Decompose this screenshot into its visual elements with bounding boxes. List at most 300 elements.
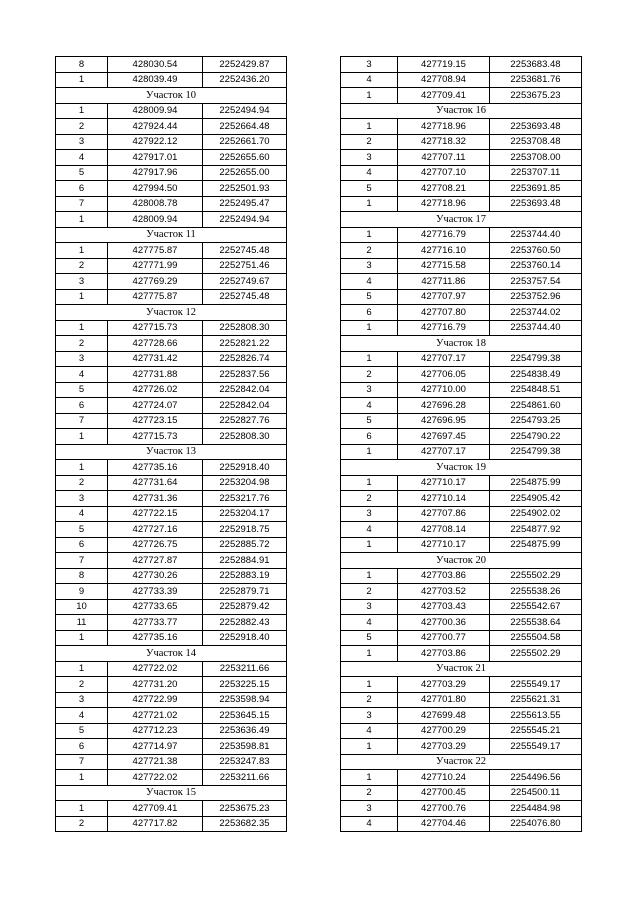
table-row bbox=[56, 568, 287, 584]
point-number: 5 bbox=[341, 413, 398, 429]
coordinate-y: 2252827.76 bbox=[203, 413, 287, 429]
coordinate-y: 2253744.02 bbox=[490, 305, 582, 321]
section-header-row bbox=[56, 444, 287, 460]
point-number: 4 bbox=[341, 615, 398, 631]
table-row bbox=[341, 227, 582, 243]
point-number: 6 bbox=[341, 305, 398, 321]
coordinate-x: 427707.17 bbox=[398, 444, 490, 460]
point-number: 1 bbox=[341, 196, 398, 212]
table-row bbox=[56, 258, 287, 274]
coordinate-x: 427726.02 bbox=[108, 382, 203, 398]
coordinate-x: 427718.96 bbox=[398, 196, 490, 212]
coordinate-x: 427711.86 bbox=[398, 274, 490, 290]
coordinate-y: 2253211.66 bbox=[203, 770, 287, 786]
coordinate-x: 427697.45 bbox=[398, 429, 490, 445]
coordinate-x: 427707.11 bbox=[398, 150, 490, 166]
point-number: 4 bbox=[341, 816, 398, 832]
coordinate-x: 427710.00 bbox=[398, 382, 490, 398]
point-number: 1 bbox=[56, 72, 108, 88]
coordinate-x: 427728.66 bbox=[108, 336, 203, 352]
point-number: 1 bbox=[56, 661, 108, 677]
coordinate-x: 427707.80 bbox=[398, 305, 490, 321]
point-number: 2 bbox=[56, 816, 108, 832]
table-row bbox=[341, 537, 582, 553]
section-title: Участок 17 bbox=[341, 212, 582, 228]
table-row bbox=[56, 522, 287, 538]
coordinate-x: 427710.14 bbox=[398, 491, 490, 507]
coordinate-y: 2253247.83 bbox=[203, 754, 287, 770]
coordinate-x: 427709.41 bbox=[108, 801, 203, 817]
coordinate-x: 427722.15 bbox=[108, 506, 203, 522]
coordinate-x: 427707.10 bbox=[398, 165, 490, 181]
coordinate-x: 427701.80 bbox=[398, 692, 490, 708]
point-number: 8 bbox=[56, 568, 108, 584]
point-number: 7 bbox=[56, 553, 108, 569]
coordinate-y: 2252918.75 bbox=[203, 522, 287, 538]
coordinate-x: 427727.87 bbox=[108, 553, 203, 569]
table-row bbox=[56, 181, 287, 197]
coordinate-y: 2255502.29 bbox=[490, 568, 582, 584]
coordinate-x: 428030.54 bbox=[108, 57, 203, 73]
table-row bbox=[56, 382, 287, 398]
section-header-row bbox=[56, 305, 287, 321]
coordinate-x: 427716.10 bbox=[398, 243, 490, 259]
point-number: 1 bbox=[56, 429, 108, 445]
point-number: 4 bbox=[341, 522, 398, 538]
point-number: 3 bbox=[341, 599, 398, 615]
table-row bbox=[56, 553, 287, 569]
coordinate-y: 2253675.23 bbox=[203, 801, 287, 817]
coordinate-x: 427769.29 bbox=[108, 274, 203, 290]
point-number: 1 bbox=[341, 739, 398, 755]
table-row bbox=[341, 692, 582, 708]
section-header-row bbox=[341, 103, 582, 119]
coordinate-x: 427718.32 bbox=[398, 134, 490, 150]
coordinate-x: 427924.44 bbox=[108, 119, 203, 135]
point-number: 5 bbox=[56, 723, 108, 739]
coordinate-y: 2252826.74 bbox=[203, 351, 287, 367]
point-number: 1 bbox=[341, 677, 398, 693]
point-number: 2 bbox=[341, 692, 398, 708]
table-row bbox=[56, 119, 287, 135]
coordinate-x: 427731.36 bbox=[108, 491, 203, 507]
coordinate-y: 2253760.50 bbox=[490, 243, 582, 259]
table-row bbox=[56, 289, 287, 305]
coordinate-y: 2252745.48 bbox=[203, 243, 287, 259]
coordinate-y: 2254793.25 bbox=[490, 413, 582, 429]
coordinate-y: 2252883.19 bbox=[203, 568, 287, 584]
coordinate-x: 427917.96 bbox=[108, 165, 203, 181]
coordinate-y: 2254496.56 bbox=[490, 770, 582, 786]
point-number: 4 bbox=[56, 150, 108, 166]
point-number: 4 bbox=[56, 506, 108, 522]
coordinate-x: 427726.75 bbox=[108, 537, 203, 553]
table-row bbox=[341, 816, 582, 832]
coordinate-x: 427710.17 bbox=[398, 475, 490, 491]
table-row bbox=[341, 289, 582, 305]
coordinate-x: 427724.07 bbox=[108, 398, 203, 414]
table-row bbox=[341, 150, 582, 166]
coordinate-x: 427775.87 bbox=[108, 289, 203, 305]
table-row bbox=[341, 615, 582, 631]
coordinate-y: 2253598.81 bbox=[203, 739, 287, 755]
coordinate-y: 2255545.21 bbox=[490, 723, 582, 739]
coordinate-x: 427703.52 bbox=[398, 584, 490, 600]
table-row bbox=[56, 243, 287, 259]
coordinate-y: 2253211.66 bbox=[203, 661, 287, 677]
coordinate-x: 427700.36 bbox=[398, 615, 490, 631]
point-number: 6 bbox=[56, 398, 108, 414]
coordinate-y: 2253691.85 bbox=[490, 181, 582, 197]
table-row bbox=[341, 429, 582, 445]
coordinate-x: 427696.95 bbox=[398, 413, 490, 429]
section-header-row bbox=[56, 88, 287, 104]
coordinate-y: 2255538.64 bbox=[490, 615, 582, 631]
coordinate-x: 427708.21 bbox=[398, 181, 490, 197]
coordinate-x: 427703.29 bbox=[398, 677, 490, 693]
table-row bbox=[56, 274, 287, 290]
table-row bbox=[56, 460, 287, 476]
section-title: Участок 21 bbox=[341, 661, 582, 677]
table-row bbox=[56, 165, 287, 181]
table-row bbox=[341, 723, 582, 739]
point-number: 2 bbox=[56, 258, 108, 274]
coordinate-y: 2253760.14 bbox=[490, 258, 582, 274]
coordinate-x: 427706.05 bbox=[398, 367, 490, 383]
coordinate-x: 427716.79 bbox=[398, 320, 490, 336]
point-number: 4 bbox=[341, 165, 398, 181]
point-number: 4 bbox=[341, 274, 398, 290]
coordinate-y: 2253757.54 bbox=[490, 274, 582, 290]
section-header-row bbox=[341, 212, 582, 228]
coordinate-x: 427722.02 bbox=[108, 770, 203, 786]
section-title: Участок 16 bbox=[341, 103, 582, 119]
coordinate-y: 2253636.49 bbox=[203, 723, 287, 739]
coordinate-x: 427722.02 bbox=[108, 661, 203, 677]
coordinate-x: 427735.16 bbox=[108, 460, 203, 476]
table-row bbox=[56, 320, 287, 336]
table-row bbox=[56, 72, 287, 88]
coordinate-y: 2254076.80 bbox=[490, 816, 582, 832]
coordinate-y: 2254838.49 bbox=[490, 367, 582, 383]
coordinate-y: 2254875.99 bbox=[490, 537, 582, 553]
coordinate-y: 2254484.98 bbox=[490, 801, 582, 817]
coordinate-y: 2253675.23 bbox=[490, 88, 582, 104]
table-row bbox=[341, 165, 582, 181]
table-row bbox=[56, 196, 287, 212]
coordinate-x: 427735.16 bbox=[108, 630, 203, 646]
point-number: 5 bbox=[341, 289, 398, 305]
table-row bbox=[56, 801, 287, 817]
section-title: Участок 10 bbox=[56, 88, 287, 104]
coordinate-x: 427703.29 bbox=[398, 739, 490, 755]
point-number: 8 bbox=[56, 57, 108, 73]
coordinate-y: 2253682.35 bbox=[203, 816, 287, 832]
coordinate-x: 428008.78 bbox=[108, 196, 203, 212]
table-row bbox=[341, 522, 582, 538]
point-number: 2 bbox=[341, 134, 398, 150]
table-row bbox=[341, 568, 582, 584]
point-number: 3 bbox=[56, 134, 108, 150]
coordinate-x: 427704.46 bbox=[398, 816, 490, 832]
table-row bbox=[56, 475, 287, 491]
point-number: 1 bbox=[341, 351, 398, 367]
table-row bbox=[341, 801, 582, 817]
table-row bbox=[341, 646, 582, 662]
table-row bbox=[56, 351, 287, 367]
coordinate-x: 427709.41 bbox=[398, 88, 490, 104]
coordinate-y: 2252745.48 bbox=[203, 289, 287, 305]
point-number: 1 bbox=[56, 320, 108, 336]
coordinate-x: 427703.43 bbox=[398, 599, 490, 615]
point-number: 2 bbox=[341, 243, 398, 259]
table-row bbox=[56, 212, 287, 228]
table-row bbox=[341, 413, 582, 429]
table-row bbox=[341, 444, 582, 460]
section-header-row bbox=[341, 553, 582, 569]
coordinate-y: 2254500.11 bbox=[490, 785, 582, 801]
table-row bbox=[341, 134, 582, 150]
coordinate-y: 2252879.42 bbox=[203, 599, 287, 615]
table-row bbox=[56, 754, 287, 770]
table-row bbox=[341, 739, 582, 755]
coordinate-y: 2252751.46 bbox=[203, 258, 287, 274]
coordinate-y: 2253693.48 bbox=[490, 119, 582, 135]
coordinate-x: 427994.50 bbox=[108, 181, 203, 197]
coordinate-x: 428009.94 bbox=[108, 103, 203, 119]
coordinate-x: 427710.24 bbox=[398, 770, 490, 786]
coordinate-x: 427722.99 bbox=[108, 692, 203, 708]
section-header-row bbox=[341, 336, 582, 352]
table-row bbox=[341, 785, 582, 801]
coordinate-y: 2255549.17 bbox=[490, 677, 582, 693]
coordinate-y: 2253681.76 bbox=[490, 72, 582, 88]
coordinate-y: 2254799.38 bbox=[490, 351, 582, 367]
coordinate-x: 427733.77 bbox=[108, 615, 203, 631]
table-row bbox=[56, 57, 287, 73]
point-number: 2 bbox=[341, 491, 398, 507]
coordinate-x: 427707.97 bbox=[398, 289, 490, 305]
point-number: 1 bbox=[341, 568, 398, 584]
table-row bbox=[56, 584, 287, 600]
coordinate-y: 2253683.48 bbox=[490, 57, 582, 73]
coordinate-x: 427718.96 bbox=[398, 119, 490, 135]
section-title: Участок 15 bbox=[56, 785, 287, 801]
point-number: 1 bbox=[341, 770, 398, 786]
coordinate-x: 427703.86 bbox=[398, 646, 490, 662]
section-title: Участок 19 bbox=[341, 460, 582, 476]
point-number: 3 bbox=[341, 382, 398, 398]
table-row bbox=[341, 274, 582, 290]
point-number: 1 bbox=[341, 320, 398, 336]
coordinate-y: 2253645.15 bbox=[203, 708, 287, 724]
coordinate-x: 427731.64 bbox=[108, 475, 203, 491]
coordinate-y: 2255549.17 bbox=[490, 739, 582, 755]
table-row bbox=[341, 491, 582, 507]
point-number: 1 bbox=[56, 212, 108, 228]
point-number: 7 bbox=[56, 413, 108, 429]
point-number: 1 bbox=[56, 460, 108, 476]
coordinate-y: 2252655.60 bbox=[203, 150, 287, 166]
table-row bbox=[341, 351, 582, 367]
section-title: Участок 14 bbox=[56, 646, 287, 662]
point-number: 1 bbox=[56, 630, 108, 646]
coordinates-table-left bbox=[55, 56, 287, 832]
point-number: 3 bbox=[341, 258, 398, 274]
table-row bbox=[56, 336, 287, 352]
coordinate-y: 2253225.15 bbox=[203, 677, 287, 693]
coordinate-y: 2253708.00 bbox=[490, 150, 582, 166]
coordinate-y: 2253708.48 bbox=[490, 134, 582, 150]
table-row bbox=[341, 367, 582, 383]
section-header-row bbox=[341, 661, 582, 677]
table-row bbox=[56, 739, 287, 755]
table-row bbox=[341, 258, 582, 274]
coordinate-y: 2253598.94 bbox=[203, 692, 287, 708]
point-number: 1 bbox=[341, 475, 398, 491]
coordinates-table-right bbox=[340, 56, 582, 832]
coordinate-y: 2254905.42 bbox=[490, 491, 582, 507]
coordinate-y: 2252885.72 bbox=[203, 537, 287, 553]
table-row bbox=[56, 708, 287, 724]
point-number: 2 bbox=[56, 336, 108, 352]
coordinate-y: 2252842.04 bbox=[203, 398, 287, 414]
table-row bbox=[341, 181, 582, 197]
point-number: 5 bbox=[341, 630, 398, 646]
coordinate-x: 427917.01 bbox=[108, 150, 203, 166]
coordinate-x: 428009.94 bbox=[108, 212, 203, 228]
coordinate-x: 427922.12 bbox=[108, 134, 203, 150]
point-number: 4 bbox=[341, 723, 398, 739]
table-row bbox=[56, 134, 287, 150]
point-number: 7 bbox=[56, 754, 108, 770]
section-title: Участок 12 bbox=[56, 305, 287, 321]
table-row bbox=[56, 398, 287, 414]
point-number: 6 bbox=[56, 537, 108, 553]
coordinate-y: 2254790.22 bbox=[490, 429, 582, 445]
point-number: 10 bbox=[56, 599, 108, 615]
point-number: 2 bbox=[56, 475, 108, 491]
section-title: Участок 22 bbox=[341, 754, 582, 770]
coordinate-x: 427775.87 bbox=[108, 243, 203, 259]
point-number: 6 bbox=[56, 181, 108, 197]
coordinate-x: 427707.86 bbox=[398, 506, 490, 522]
table-row bbox=[341, 677, 582, 693]
point-number: 3 bbox=[56, 274, 108, 290]
coordinate-y: 2253744.40 bbox=[490, 227, 582, 243]
point-number: 1 bbox=[56, 770, 108, 786]
coordinate-x: 427700.45 bbox=[398, 785, 490, 801]
coordinate-x: 427715.73 bbox=[108, 320, 203, 336]
table-row bbox=[56, 615, 287, 631]
coordinate-x: 427719.15 bbox=[398, 57, 490, 73]
coordinate-y: 2254861.60 bbox=[490, 398, 582, 414]
point-number: 3 bbox=[56, 351, 108, 367]
table-row bbox=[341, 599, 582, 615]
point-number: 4 bbox=[341, 398, 398, 414]
coordinate-x: 427731.42 bbox=[108, 351, 203, 367]
section-title: Участок 13 bbox=[56, 444, 287, 460]
coordinate-x: 427715.73 bbox=[108, 429, 203, 445]
table-row bbox=[56, 537, 287, 553]
point-number: 7 bbox=[56, 196, 108, 212]
coordinate-y: 2254875.99 bbox=[490, 475, 582, 491]
coordinate-x: 427700.77 bbox=[398, 630, 490, 646]
table-row bbox=[341, 506, 582, 522]
point-number: 1 bbox=[341, 119, 398, 135]
coordinate-y: 2254902.02 bbox=[490, 506, 582, 522]
coordinate-y: 2252837.56 bbox=[203, 367, 287, 383]
coordinate-x: 427733.65 bbox=[108, 599, 203, 615]
coordinate-y: 2253744.40 bbox=[490, 320, 582, 336]
point-number: 4 bbox=[56, 708, 108, 724]
point-number: 3 bbox=[341, 801, 398, 817]
point-number: 2 bbox=[341, 785, 398, 801]
coordinate-x: 427717.82 bbox=[108, 816, 203, 832]
coordinate-y: 2252879.71 bbox=[203, 584, 287, 600]
coordinate-y: 2252884.91 bbox=[203, 553, 287, 569]
point-number: 4 bbox=[341, 72, 398, 88]
coordinate-x: 427727.16 bbox=[108, 522, 203, 538]
coordinate-y: 2252808.30 bbox=[203, 429, 287, 445]
coordinate-y: 2255613.55 bbox=[490, 708, 582, 724]
coordinate-y: 2252429.87 bbox=[203, 57, 287, 73]
table-row bbox=[56, 413, 287, 429]
point-number: 6 bbox=[341, 429, 398, 445]
point-number: 3 bbox=[341, 150, 398, 166]
section-title: Участок 18 bbox=[341, 336, 582, 352]
point-number: 1 bbox=[56, 103, 108, 119]
coordinate-y: 2253204.98 bbox=[203, 475, 287, 491]
coordinate-y: 2255542.67 bbox=[490, 599, 582, 615]
coordinate-y: 2252821.22 bbox=[203, 336, 287, 352]
coordinate-x: 427703.86 bbox=[398, 568, 490, 584]
coordinate-y: 2252436.20 bbox=[203, 72, 287, 88]
coordinate-y: 2252501.93 bbox=[203, 181, 287, 197]
coordinate-y: 2252664.48 bbox=[203, 119, 287, 135]
table-row bbox=[341, 72, 582, 88]
coordinate-x: 427731.88 bbox=[108, 367, 203, 383]
table-row bbox=[341, 584, 582, 600]
coordinate-y: 2252808.30 bbox=[203, 320, 287, 336]
coordinate-y: 2255538.26 bbox=[490, 584, 582, 600]
coordinate-y: 2253693.48 bbox=[490, 196, 582, 212]
point-number: 3 bbox=[341, 57, 398, 73]
table-row bbox=[56, 816, 287, 832]
coordinate-x: 427696.28 bbox=[398, 398, 490, 414]
table-row bbox=[56, 723, 287, 739]
coordinate-y: 2252655.00 bbox=[203, 165, 287, 181]
coordinate-x: 427730.26 bbox=[108, 568, 203, 584]
coordinate-y: 2252918.40 bbox=[203, 630, 287, 646]
coordinate-x: 427723.15 bbox=[108, 413, 203, 429]
table-row bbox=[341, 320, 582, 336]
table-row bbox=[56, 429, 287, 445]
coordinate-y: 2255502.29 bbox=[490, 646, 582, 662]
section-header-row bbox=[341, 754, 582, 770]
coordinate-y: 2255504.58 bbox=[490, 630, 582, 646]
section-header-row bbox=[56, 646, 287, 662]
point-number: 1 bbox=[341, 88, 398, 104]
point-number: 1 bbox=[56, 289, 108, 305]
table-row bbox=[341, 708, 582, 724]
point-number: 3 bbox=[341, 708, 398, 724]
coordinate-x: 427707.17 bbox=[398, 351, 490, 367]
point-number: 1 bbox=[341, 646, 398, 662]
table-row bbox=[56, 150, 287, 166]
coordinate-y: 2252494.94 bbox=[203, 212, 287, 228]
section-header-row bbox=[341, 460, 582, 476]
